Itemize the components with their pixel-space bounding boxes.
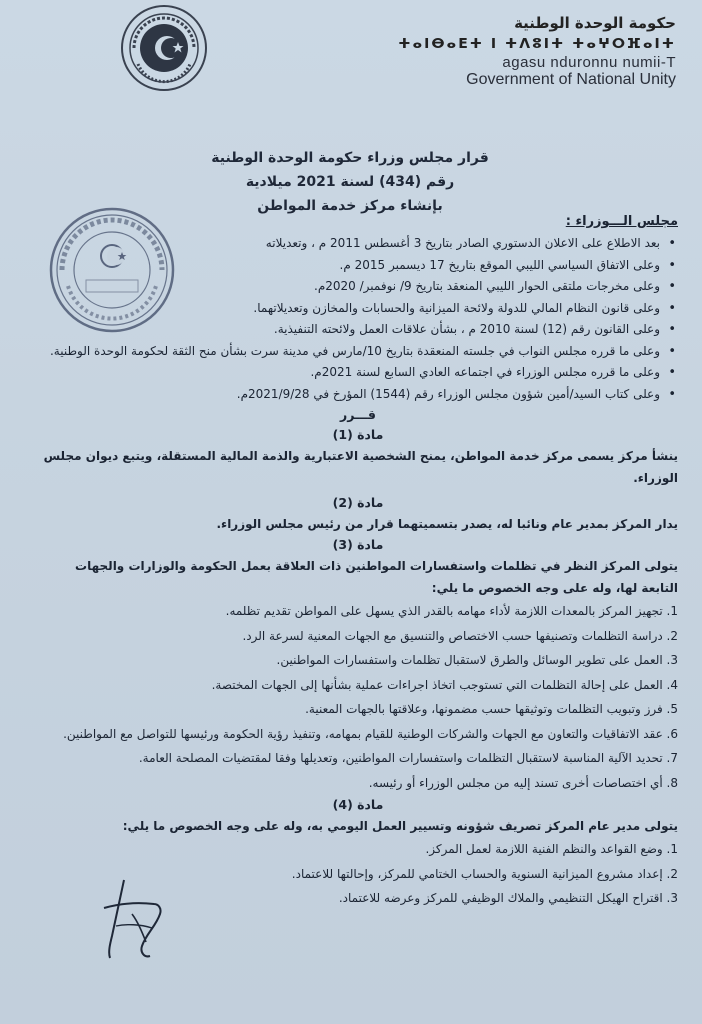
recital-item: • وعلى قانون النظام المالي للدولة ولائحة الميزانية والحسابات والمخازن وتعديلاتهما. bbox=[38, 298, 678, 320]
council-heading: مجلس الـــوزراء : bbox=[565, 214, 678, 229]
bullet-icon: • bbox=[668, 257, 676, 273]
title-line-2: رقم (434) لسنة 2021 ميلادية bbox=[245, 174, 455, 190]
header-english-name: Government of National Unity bbox=[466, 71, 676, 88]
article-2-text: يدار المركز بمدير عام ونائبا له، يصدر بتسميتهما قرار من رئيس مجلس الوزراء. bbox=[216, 517, 678, 531]
government-header bbox=[376, 14, 676, 89]
list-item: 1. وضع القواعد والنظم الفنية اللازمة لعمل المركز. bbox=[425, 842, 678, 856]
list-item: 1. تجهيز المركز بالمعدات اللازمة لأداء مهامه بالقدر الذي يسهل على المواطن تقديم تظلمه. bbox=[225, 604, 678, 618]
bullet-icon: • bbox=[668, 300, 676, 316]
article-4-text: يتولى مدير عام المركز تصريف شؤونه وتسيير العمل اليومي به، وله على وجه الخصوص ما يلي: bbox=[122, 819, 678, 833]
recital-item: • وعلى كتاب السيد/أمين شؤون مجلس الوزراء رقم (1544) المؤرخ في 2021/9/28م. bbox=[38, 384, 678, 406]
list-item: 8. أي اختصاصات أخرى تسند إليه من مجلس الوزراء أو رئيسه. bbox=[368, 775, 678, 790]
article-3-items bbox=[38, 599, 678, 795]
decision-body bbox=[38, 214, 678, 911]
header-tifinagh-name: ⵜⴰⵏⴱⴰⴹⵜ ⵏ ⵜⴷⵓⵏⵜ ⵜⴰⵖⵔⴼⴰⵏⵜ bbox=[398, 36, 676, 52]
recital-item: • وعلى ما قرره مجلس النواب في جلسته المنعقدة بتاريخ 10/مارس في مدينة سرت بشأن منح الثقة لحكومة الوحدة الوطنية. bbox=[38, 341, 678, 363]
bullet-icon: • bbox=[668, 365, 676, 380]
bullet-icon: • bbox=[668, 386, 676, 402]
header-arabic-name: حكومة الوحدة الوطنية bbox=[514, 14, 676, 32]
list-item: 3. اقتراح الهيكل التنظيمي والملاك الوظيفي للمركز وعرضه للاعتماد. bbox=[338, 891, 678, 905]
title-line-1: قرار مجلس وزراء حكومة الوحدة الوطنية bbox=[211, 150, 489, 166]
list-item: 7. تحديد الآلية المناسبة لاستقبال التظلمات واستفسارات المواطنين، وتعديلها وفقا لمقتضيات المصلحة العامة. bbox=[138, 751, 678, 765]
recitals-list bbox=[38, 233, 678, 405]
bullet-icon: • bbox=[668, 236, 676, 251]
decision-title bbox=[150, 146, 550, 218]
list-item: 6. عقد الاتفاقيات والتعاون مع الجهات والشركات الوطنية للقيام بمهامه، وتنفيذ رؤية الحكومة ورئيسها للتواصل مع المواطنين. bbox=[63, 726, 678, 741]
article-3-text: يتولى المركز النظر في تظلمات واستفسارات المواطنين ذات العلاقة بعمل الحكومة والوزارات والجهات التابعة لها، وله على وجه الخصوص ما يلي: bbox=[75, 559, 678, 595]
title-line-3: بإنشاء مركز خدمة المواطن bbox=[257, 198, 443, 214]
list-item: 4. العمل على إحالة التظلمات التي تستوجب اتخاذ اجراءات عملية بشأنها إلى الجهات المختصة. bbox=[211, 677, 678, 692]
bullet-icon: • bbox=[668, 322, 676, 337]
article-4-heading: مادة (4) bbox=[332, 797, 384, 812]
list-item: 2. دراسة التظلمات وتصنيفها حسب الاختصاص والتنسيق مع الجهات المعنية لسرعة الرد. bbox=[242, 628, 678, 643]
recital-item: • وعلى الاتفاق السياسي الليبي الموقع بتاريخ 17 ديسمبر 2015 م. bbox=[38, 255, 678, 277]
article-2-heading: مادة (2) bbox=[332, 495, 384, 510]
recital-item: • وعلى القانون رقم (12) لسنة 2010 م ، بشأن علاقات العمل ولائحته التنفيذية. bbox=[38, 319, 678, 341]
recital-item: • وعلى ما قرره مجلس الوزراء في اجتماعه العادي السابع لسنة 2021م. bbox=[38, 362, 678, 384]
article-3-heading: مادة (3) bbox=[332, 537, 384, 552]
bullet-icon: • bbox=[668, 279, 676, 294]
recital-item: • بعد الاطلاع على الاعلان الدستوري الصادر بتاريخ 3 أغسطس 2011 م ، وتعديلاته bbox=[38, 233, 678, 255]
list-item: 3. العمل على تطوير الوسائل والطرق لاستقبال تظلمات واستفسارات المواطنين. bbox=[276, 653, 678, 667]
bullet-icon: • bbox=[668, 343, 676, 359]
handwritten-signature bbox=[96, 874, 176, 964]
list-item: 2. إعداد مشروع الميزانية السنوية والحساب الختامي للمركز، وإحالتها للاعتماد. bbox=[291, 866, 678, 881]
article-1-heading: مادة (1) bbox=[332, 427, 384, 442]
decided-heading: قـــرر bbox=[340, 407, 376, 422]
recital-item: • وعلى مخرجات ملتقى الحوار الليبي المنعقد بتاريخ 9/ نوفمبر/ 2020م. bbox=[38, 276, 678, 298]
header-amazigh-name: agasu nduronnu numii-T bbox=[502, 54, 676, 71]
article-1-text: ينشأ مركز يسمى مركز خدمة المواطن، يمنح الشخصية الاعتبارية والذمة المالية المستقلة، ويتبع ديوان مجلس الوزراء. bbox=[43, 449, 678, 485]
government-emblem-logo bbox=[120, 4, 208, 92]
list-item: 5. فرز وتبويب التظلمات وتوثيقها حسب مضمونها، وعلاقتها بالجهات المعنية. bbox=[305, 702, 678, 716]
